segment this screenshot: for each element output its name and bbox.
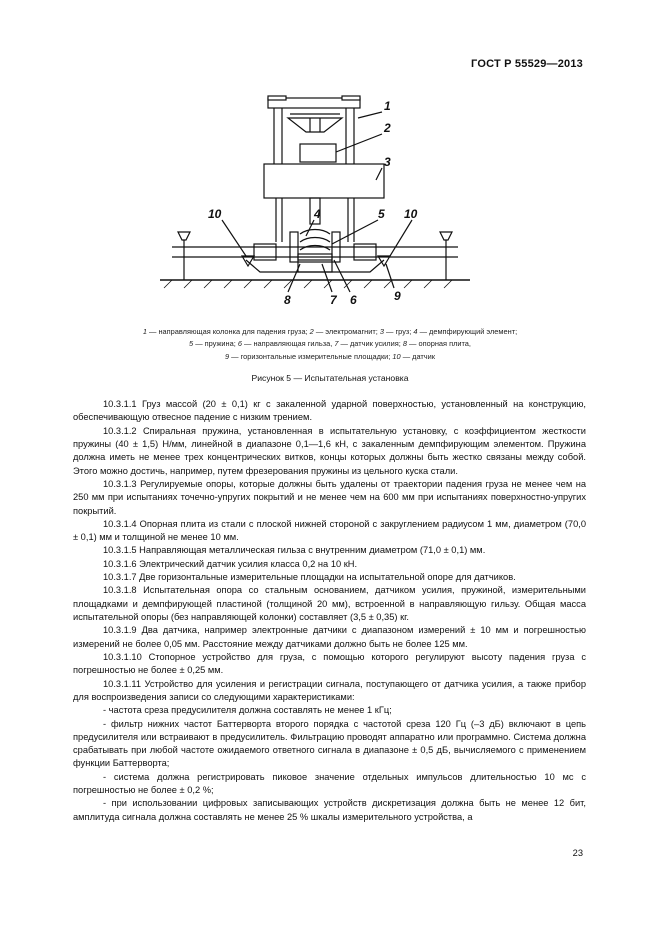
paragraph: 10.3.1.8 Испытательная опора со стальным основанием, датчиком усилия, пружиной, измерительными площадками и демпфирующей пластиной (толщиной 20 мм), встроенной в направляющую гильзу. Общая масса испытательной опоры (без направляющей колонки) составляет (3,5 ± 0,35) кг. [73, 585, 586, 622]
callout-2: 2 [384, 121, 391, 135]
callout-9: 9 [394, 289, 401, 303]
callout-5: 5 [378, 207, 385, 221]
callout-1: 1 [384, 99, 391, 113]
legend-line-2: 5 — пружина; 6 — направляющая гильза, 7 — датчик усилия; 8 — опорная плита, [189, 339, 471, 349]
apparatus-drawing [150, 92, 480, 322]
drop-weight [264, 164, 384, 198]
figure-caption: Рисунок 5 — Испытательная установка [251, 373, 409, 383]
list-item: - частота среза предусилителя должна составлять не менее 1 кГц; [103, 705, 392, 716]
paragraph: 10.3.1.3 Регулируемые опоры, которые должны быть удалены от траектории падения груза не менее чем на 250 мм при испытаниях точечно-упругих покрытий и не менее чем на 600 мм при испытаниях поверхностно-упругих покрытий. [73, 478, 586, 516]
document-header: ГОСТ Р 55529—2013 [471, 58, 583, 70]
figure-legend [40, 326, 620, 363]
test-apparatus-figure [150, 92, 480, 322]
callout-4: 4 [314, 207, 321, 221]
paragraph: 10.3.1.6 Электрический датчик усилия класса 0,2 на 10 кН. [103, 558, 358, 569]
legend-line-3: 9 — горизонтальные измерительные площадки; 10 — датчик [224, 351, 436, 361]
callout-10-right: 10 [404, 207, 418, 221]
callout-10-left: 10 [208, 207, 222, 221]
callout-3: 3 [384, 155, 391, 169]
callout-7: 7 [330, 293, 337, 307]
legend-line-1: 1 — направляющая колонка для падения груза; 2 — электромагнит; 3 — груз; 4 — демпфирующий элемент; [142, 327, 518, 336]
paragraph: 10.3.1.11 Устройство для усиления и регистрации сигнала, поступающего от датчика усилия, а также прибор для воспроизведения записи со следующими характеристиками: [73, 678, 586, 702]
page-number: 23 [572, 848, 583, 858]
paragraph: 10.3.1.2 Спиральная пружина, установленная в испытательную установку, с коэффициентом жесткости пружины (40 ± 1,5) Н/мм, линейной в диапазоне 0,1—1,6 кН, с закаленным демпфирующим элементом. Пружина должна иметь не менее трех концентрических витков, концы которых должны быть жестко связаны между собой. Этого можно достичь, например, путем фрезерования пружины из цельного куска стали. [73, 425, 586, 476]
body-text [73, 398, 586, 824]
paragraph: 10.3.1.10 Стопорное устройство для груза, с помощью которого регулируют высоту падения груза с погрешностью не более ± 0,25 мм. [73, 651, 586, 676]
paragraph: 10.3.1.4 Опорная плита из стали с плоской нижней стороной с закруглением радиусом 1 мм, диаметром (70,0 ± 0,1) мм и толщиной не менее 10 мм. [73, 518, 586, 543]
list-item: - фильтр нижних частот Баттерворта второго порядка с частотой среза 120 Гц (–3 дБ) включают в цепь предусилителя или встраивают в предусилитель. Фильтрацию проводят аппаратно или программно. Система должна срабатывать при любой частоте ожидаемого ответного сигнала в диапазоне ± 0,5 дБ, вычисляемого с применением функции Баттерворта; [73, 718, 586, 769]
list-item: - система должна регистрировать пиковое значение отдельных импульсов длительностью 10 мс с погрешностью не более ± 0,2 %; [73, 771, 586, 796]
paragraph: 10.3.1.5 Направляющая металлическая гильза с внутренним диаметром (71,0 ± 0,1) мм. [103, 545, 486, 556]
paragraph: 10.3.1.9 Два датчика, например электронные датчики с диапазоном измерений ± 10 мм и погрешностью измерений не более 0,05 мм. Расстояние между датчиками должно быть не более 125 мм. [73, 625, 586, 649]
list-item: - при использовании цифровых записывающих устройств дискретизация должна быть не менее 12 бит, амплитуда сигнала должна составлять не менее 25 % шкалы измерительного устройства, а [73, 798, 586, 822]
electromagnet [300, 144, 336, 162]
callout-6: 6 [350, 293, 357, 307]
paragraph: 10.3.1.7 Две горизонтальные измерительные площадки на испытательной опоре для датчиков. [103, 572, 516, 583]
paragraph: 10.3.1.1 Груз массой (20 ± 0,1) кг с закаленной ударной поверхностью, установленный на конструкцию, обеспечивающую отвесное падение с низким трением. [73, 399, 586, 423]
callout-8: 8 [284, 293, 291, 307]
